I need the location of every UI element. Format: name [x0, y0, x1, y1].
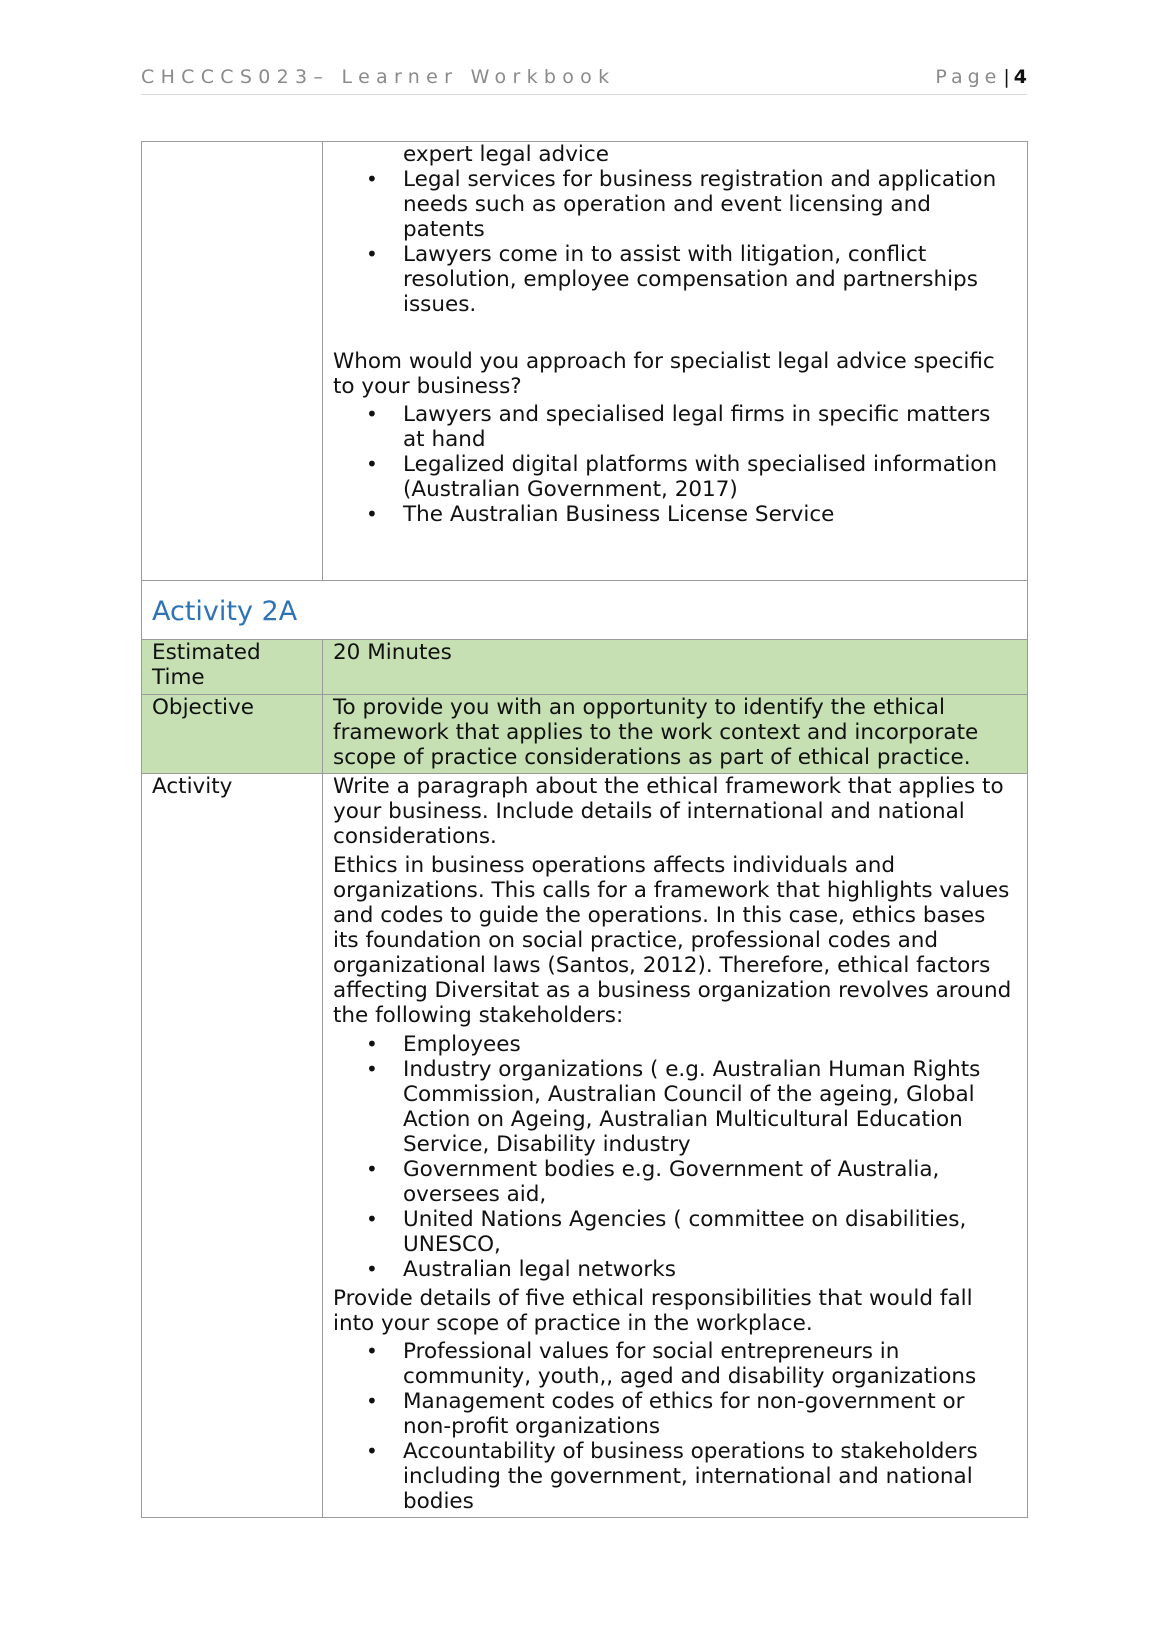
list-item: • Lawyers come in to assist with litigation, conflict resolution, employee compensation and partnerships issues. [403, 242, 1017, 317]
instruction-paragraph: Write a paragraph about the ethical framework that applies to your business. Include details of international and national considerations. [333, 774, 1004, 849]
stakeholders-list [333, 1032, 1017, 1282]
list-item: • Australian legal networks [403, 1257, 1017, 1282]
activity-title-cell [142, 581, 1028, 640]
list-item: • United Nations Agencies ( committee on disabilities, UNESCO, [403, 1207, 1017, 1257]
list-item: • Legalized digital platforms with specialised information (Australian Government, 2017) [403, 452, 1017, 502]
legal-advice-question: Whom would you approach for specialist legal advice specific to your business? [333, 349, 995, 399]
list-item: • Government bodies e.g. Government of Australia, oversees aid, [403, 1157, 1017, 1207]
activity-row [142, 774, 1028, 1518]
objective-label: Objective [142, 695, 323, 774]
page-header [141, 66, 1027, 95]
continued-row [142, 142, 1028, 581]
list-item: • The Australian Business License Service [403, 502, 1017, 527]
legal-services-list [333, 142, 1017, 317]
activity-content-cell [323, 774, 1028, 1518]
list-item: • Legal services for business registration and application needs such as operation and event licensing and patents [403, 167, 1017, 242]
continued-label-cell [142, 142, 323, 581]
estimated-time-row [142, 640, 1028, 695]
list-item: • Professional values for social entrepreneurs in community, youth,, aged and disability organizations [403, 1339, 1017, 1389]
list-item: • Management codes of ethics for non-government or non-profit organizations [403, 1389, 1017, 1439]
list-item: expert legal advice [403, 142, 609, 167]
responsibilities-instruction: Provide details of five ethical responsibilities that would fall into your scope of practice in the workplace. [333, 1286, 973, 1336]
legal-advice-answers [333, 402, 1017, 527]
list-item: • Industry organizations ( e.g. Australian Human Rights Commission, Australian Council of the ageing, Global Action on Ageing, Australian Multicultural Education Service, Disability industry [403, 1057, 1017, 1157]
estimated-time-label: Estimated Time [142, 640, 323, 695]
list-item: • Accountability of business operations to stakeholders including the government, international and national bodies [403, 1439, 1017, 1514]
activity-title-row [142, 581, 1028, 640]
list-item: • Lawyers and specialised legal firms in specific matters at hand [403, 402, 1017, 452]
activity-title: Activity 2A [152, 596, 298, 627]
continued-content-cell [323, 142, 1028, 581]
page-label: Page [935, 66, 1002, 88]
estimated-time-value: 20 Minutes [323, 640, 1028, 695]
list-item: • Employees [403, 1032, 1017, 1057]
objective-value: To provide you with an opportunity to identify the ethical framework that applies to the work context and incorporate scope of practice considerations as part of ethical practice. [323, 695, 1028, 774]
activity-label: Activity [142, 774, 323, 1518]
objective-row [142, 695, 1028, 774]
answer-paragraph: Ethics in business operations affects individuals and organizations. This calls for a framework that highlights values and codes to guide the operations. In this case, ethics bases its foundation on social practice, professional codes and organizational laws (Santos, 2012). Therefore, ethical factors affecting Diversitat as a business organization revolves around the following stakeholders: [333, 853, 1012, 1028]
page-number: 4 [1013, 66, 1027, 88]
document-title: CHCCCS023– Learner Workbook [141, 66, 616, 88]
responsibilities-list [333, 1339, 1017, 1514]
page-divider: | [1003, 66, 1010, 88]
page-indicator [935, 66, 1027, 88]
workbook-table [141, 141, 1028, 1518]
